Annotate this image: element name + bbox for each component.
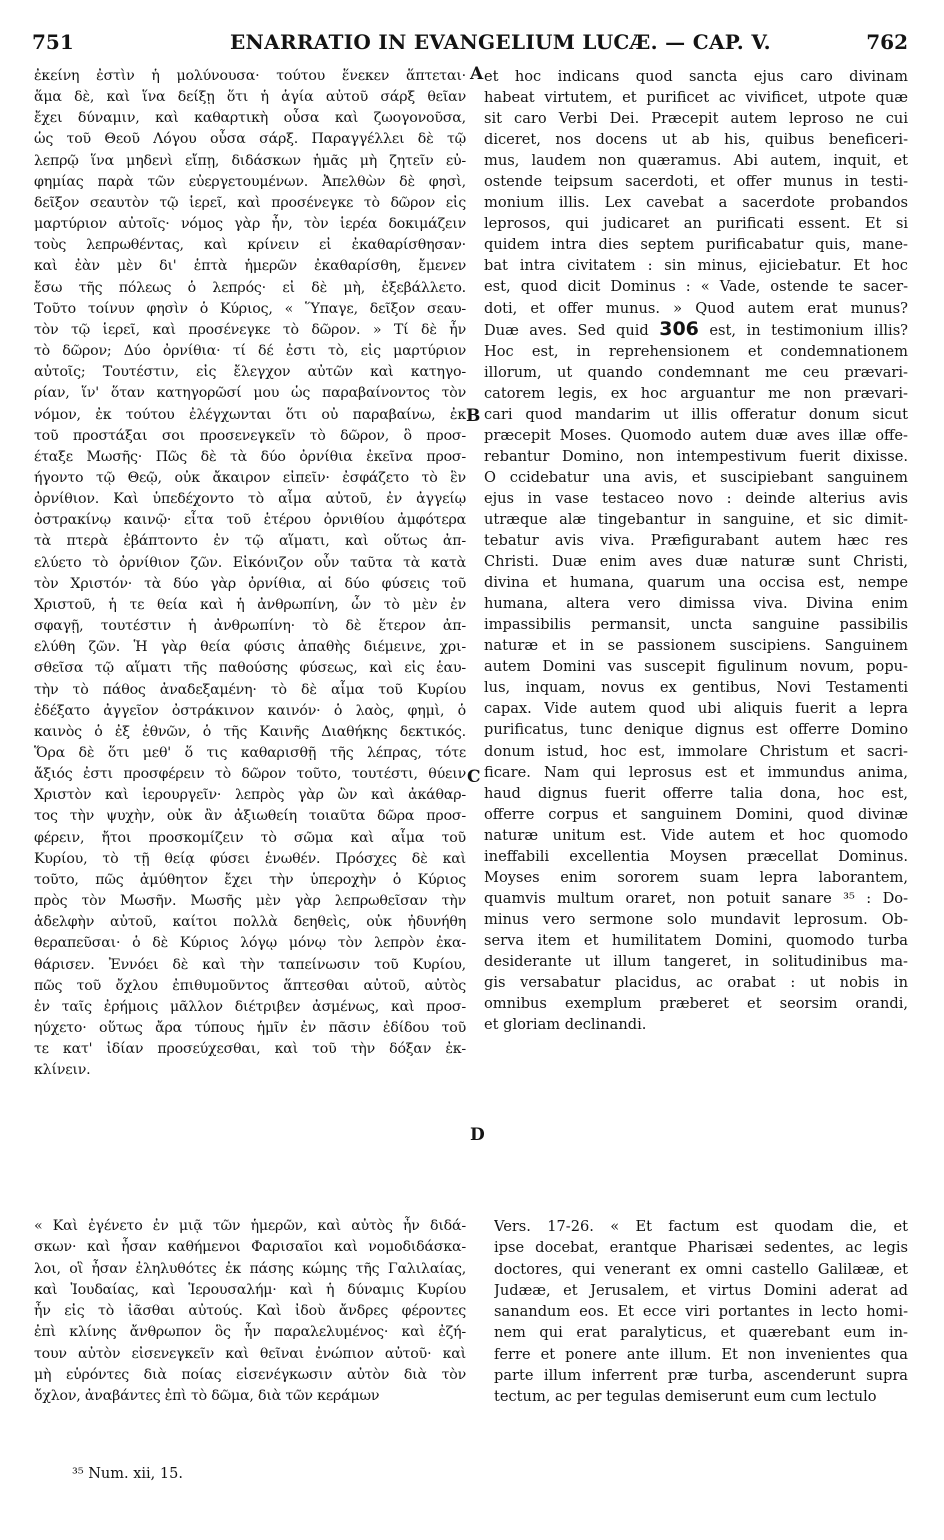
text-line: divina et humana, quarum una occisa est, nempe — [484, 574, 908, 592]
text-line: Χριστὸν καὶ ἱερουργεῖν· λεπρὸς γὰρ ὢν καὶ ἀκάθαρ- — [34, 787, 466, 804]
footnote: ³⁵ Num. xii, 15. — [72, 1466, 183, 1482]
text-line: omnibus exemplum præberet et seorsim orandi, — [484, 995, 908, 1013]
margin-marker-b: B — [466, 406, 481, 426]
left-page-number: 751 — [32, 30, 74, 54]
text-line: δεῖξον σεαυτὸν τῷ ἱερεῖ, καὶ προσένεγκε τὸ δῶρον εἰς — [34, 194, 466, 211]
text-line: μαρτύριον αὐτοῖς· νόμος γὰρ ἦν, τὸν ἱερέα δοκιμάζειν — [34, 216, 466, 233]
text-line: καὶ ἐὰν μὲν δι' ἑπτὰ ἡμερῶν ἐκαθαρίσθη, ἔμενεν — [34, 258, 466, 275]
text-line: haud dignus fuerit offerre talia dona, hoc est, — [484, 784, 908, 802]
text-line: serva item et humilitatem Domini, quomodo turba — [484, 931, 908, 949]
text-line: θάρισεν. Ἐννόει δὲ καὶ τὴν ταπείνωσιν τοῦ Κυρίου, — [34, 956, 466, 973]
text-line: τὸν τῷ ἱερεῖ, καὶ προσένεγκε τὸ δῶρον. » Τί δὲ ἦν — [34, 321, 466, 338]
text-line: τος τὴν ψυχὴν, οὐκ ἂν ἀξιωθείη τοιαῦτα δῶρα προσ- — [34, 808, 466, 825]
text-line: præcepit Moses. Quomodo autem duæ aves illæ offe- — [484, 426, 908, 444]
text-line: ferre et ponere ante illum. Et non invenientes qua — [494, 1345, 908, 1363]
text-line: Duæ aves. Sed quid 306 est, in testimonium illis? — [484, 318, 908, 340]
right-page-number: 762 — [866, 30, 908, 54]
text-line: τοῦ προστάξαι σοι προσενεγκεῖν τὸ δῶρον, ὃ προσ- — [34, 427, 466, 444]
text-line: φημίας παρὰ τῶν εὐεργετουμένων. Ἀπελθὼν δὲ φησὶ, — [34, 173, 466, 190]
text-line: mus, laudem non quæramus. Abi autem, inquit, et — [484, 152, 908, 170]
text-line: ὄχλον, ἀναβάντες ἐπὶ τὸ δῶμα, διὰ τῶν κεράμων — [34, 1388, 380, 1405]
text-line: capax. Vide autem quod ubi aliquis fuerit a lepra — [484, 700, 908, 718]
latin-text-column — [484, 66, 908, 1035]
text-line: Judææ, et Jerusalem, et virtus Domini aderat ad — [494, 1281, 908, 1299]
text-line: ὡς τοῦ Θεοῦ Λόγου οὖσα σάρξ. Παραγγέλλει δὲ τῷ — [34, 131, 466, 148]
text-line: ineffabili excellentia Moysen præcellat Dominus. — [484, 847, 908, 865]
text-line: rebantur Domino, non intempestivum fuerit dixisse. — [484, 447, 908, 465]
text-line: naturæ unitum est. Vide autem et hoc quomodo — [484, 826, 908, 844]
text-line: illorum, ut quando condemnant me ceu prævari- — [484, 363, 908, 381]
text-line: Τοῦτο τοίνυν φησὶν ὁ Κύριος, « Ὕπαγε, δεῖξον σεαυ- — [34, 300, 466, 317]
text-line: ficare. Nam qui leprosus est et immundus anima, — [484, 763, 908, 781]
text-line: Vers. 17-26. « Et factum est quodam die, et — [494, 1218, 908, 1235]
text-line: offerre corpus et sanguinem Domini, quod divinæ — [484, 805, 908, 823]
greek-text-column — [34, 66, 466, 1082]
text-line: lus, inquam, novus ex gentibus, Novi Testamenti — [484, 679, 908, 697]
text-line: habeat virtutem, et purificet ac vivificet, utpote quæ — [484, 89, 908, 107]
text-line: φέρειν, ἤτοι προσκομίζειν τὸ σῶμα καὶ αἷμα τοῦ — [34, 829, 466, 846]
text-line: quidem intra dies septem purificabatur quis, mane- — [484, 236, 908, 254]
text-line: Moyses enim sororem suam lepra laborantem, — [484, 868, 908, 886]
text-line: minus vero sermone solo mundavit leprosum. Ob- — [484, 910, 908, 928]
text-line: parte illum inferrent præ turba, ascenderunt supra — [494, 1367, 908, 1385]
text-line: quamvis multum oraret, non potuit sanare ³⁵ : Do- — [484, 889, 908, 907]
text-line: μὴ εὑρόντες διὰ ποίας εἰσενέγκωσιν αὐτὸν διὰ τὸν — [34, 1367, 466, 1384]
text-line: leprosos, qui judicaret an purificati essent. Et si — [484, 215, 908, 233]
text-line: ὀστρακίνῳ καινῷ· εἶτα τοῦ ἑτέρου ὀρνιθίου ἀμφότερα — [34, 512, 466, 529]
text-line: ἔχει δύναμιν, καὶ καθαρτικὴ οὖσα καὶ ζωογονοῦσα, — [34, 110, 466, 127]
text-line: ipse docebat, erantque Pharisæi sedentes, ac legis — [494, 1239, 908, 1257]
text-line: et hoc indicans quod sancta ejus caro divinam — [484, 68, 908, 85]
page-header — [32, 30, 908, 56]
text-line: καινὸς ὁ ἐξ ἐθνῶν, ὁ τῆς Καινῆς Διαθήκης δεκτικός. — [34, 723, 466, 740]
text-line: σθεῖσα τῷ αἵματι τῆς παθούσης φύσεως, καὶ εἰς ἑαυ- — [34, 660, 466, 677]
text-line: donum istud, hoc est, immolare Christum et sacri- — [484, 742, 908, 760]
text-line: ἦν εἰς τὸ ἰᾶσθαι αὐτούς. Καὶ ἰδοὺ ἄνδρες φέροντες — [34, 1303, 466, 1320]
text-line: tebatur avis viva. Præfigurabant autem hæc res — [484, 532, 908, 550]
text-line: O ccidebatur una avis, et suscipiebant sanguinem — [484, 468, 908, 486]
text-line: τοὺς λεπρωθέντας, καὶ κρίνειν εἰ ἐκαθαρίσθησαν· — [34, 237, 466, 254]
text-line: πρὸς τὸν Μωσῆν. Μωσῆς μὲν γὰρ λεπρωθεῖσαν τὴν — [34, 893, 466, 910]
text-line: « Καὶ ἐγένετο ἐν μιᾷ τῶν ἡμερῶν, καὶ αὐτὸς ἦν διδά- — [34, 1218, 466, 1234]
text-line: σκων· καὶ ἦσαν καθήμενοι Φαρισαῖοι καὶ νομοδιδάσκα- — [34, 1239, 466, 1256]
text-line: cari quod mandarim ut illis offeratur donum sicut — [484, 405, 908, 423]
text-line: νόμον, ἐκ τούτου ἐλέγχωνται ὅτι οὐ παραβαίνω, ἐκ — [34, 406, 466, 423]
text-line: ostende teipsum sacerdoti, et offer munus in testi- — [484, 173, 908, 191]
text-line: ηύχετο· οὕτως ἄρα τύπους ἡμῖν ἐν πᾶσιν ἐδίδου τοῦ — [34, 1020, 466, 1037]
text-line: ejus in vase testaceo novo : deinde alterius avis — [484, 489, 908, 507]
text-line: αὐτοῖς; Τουτέστιν, εἰς ἔλεγχον αὐτῶν καὶ κατηγο- — [34, 364, 466, 381]
text-line: Christi. Duæ enim aves duæ naturæ sunt Christi, — [484, 553, 908, 571]
text-line: τὴν τὸ πάθος ἀναδεξαμένη· τὸ δὲ αἷμα τοῦ Κυρίου — [34, 681, 466, 698]
text-line: ελύθη ζῶν. Ἡ γὰρ θεία φύσις ἀπαθὴς διέμεινε, χρι- — [34, 639, 466, 656]
text-line: ἐκείνη ἐστὶν ἡ μολύνουσα· τούτου ἕνεκεν ἅπτεται· — [34, 68, 466, 84]
text-line: utræque alæ tingebantur in sanguine, et sic dimit- — [484, 510, 908, 528]
text-line: ελύετο τὸ ὀρνίθιον ζῶν. Εἰκόνιζον οὖν ταῦτα τὰ κατὰ — [34, 554, 466, 571]
text-line: naturæ et in se passionem suscipiens. Sanguinem — [484, 637, 908, 655]
text-line: ἐδέξατο ἀγγεῖον ὀστράκινον καινόν· ὁ λαὸς, φημὶ, ὁ — [34, 702, 466, 719]
text-line: τουν αὐτὸν εἰσενεγκεῖν καὶ θεῖναι ἐνώπιον αὐτοῦ· καὶ — [34, 1345, 466, 1362]
text-line: τε κατ' ἰδίαν προσεύχεσθαι, καὶ τοῦ τὴν δόξαν ἐκ- — [34, 1041, 466, 1058]
text-line: sit caro Verbi Dei. Præcepit autem leproso ne cui — [484, 110, 908, 128]
text-line: ἀδελφὴν αὐτοῦ, καίτοι πολλὰ δεηθεὶς, οὐκ ἠδυνήθη — [34, 914, 466, 931]
text-line: ἐπὶ κλίνης ἄνθρωπον ὃς ἦν παραλελυμένος· καὶ ἐζή- — [34, 1324, 466, 1341]
text-line: ἔσω τῆς πόλεως ὁ λεπρός· εἰ δὲ μὴ, ἐξεβάλλετο. — [34, 279, 466, 296]
margin-marker-c: C — [467, 767, 481, 787]
text-line: sanandum eos. Et ecce viri portantes in lecto homi- — [494, 1303, 908, 1321]
text-line: catorem legis, ex hoc arguantur me non prævari- — [484, 384, 908, 402]
text-line: Κυρίου, τὸ τῇ θείᾳ φύσει ἑνωθέν. Πρόσχες δὲ καὶ — [34, 850, 466, 867]
text-line: ὀρνίθιον. Καὶ ὑπεδέχοντο τὸ αἷμα αὐτοῦ, ἐν ἀγγείῳ — [34, 491, 466, 508]
text-line: λοι, οἳ ἦσαν ἐληλυθότες ἐκ πάσης κώμης τῆς Γαλιλαίας, — [34, 1260, 466, 1277]
latin-text-column-continued — [494, 1216, 908, 1408]
text-line: ἐν ταῖς ἐρήμοις μᾶλλον διέτριβεν ἀσμένως, καὶ προσ- — [34, 998, 466, 1015]
text-line: έταξε Μωσῆς· Πῶς δὲ τὰ δύο ὀρνίθια ἐκεῖνα προσ- — [34, 448, 466, 465]
text-line: bat intra civitatem : sin minus, ejiciebatur. Et hoc — [484, 257, 908, 275]
text-line: θεραπεῦσαι· ὁ δὲ Κύριος λόγῳ μόνῳ τὸν λεπρὸν ἐκα- — [34, 935, 466, 952]
text-line: ρίαν, ἵν' ὅταν κατηγορῶσί μου ὡς παραβαίνοντος τὸν — [34, 385, 466, 402]
margin-marker-a: A — [470, 64, 484, 84]
inline-page-number: 306 — [659, 318, 699, 340]
text-line: monium illis. Lex cavebat a sacerdote probandos — [484, 194, 908, 212]
text-line: nem qui erat paralyticus, et quærebant eum in- — [494, 1324, 908, 1342]
text-line: λεπρῷ ἵνα μηδενὶ εἴπῃ, διδάσκων ἡμᾶς μὴ ζητεῖν εὐ- — [34, 152, 466, 169]
text-line: κλίνειν. — [34, 1062, 91, 1079]
text-line: et gloriam declinandi. — [484, 1016, 647, 1034]
greek-text-column-continued — [34, 1216, 466, 1408]
running-title: ENARRATIO IN EVANGELIUM LUCÆ. — CAP. V. — [230, 30, 771, 54]
text-line: diceret, nos docens ut ab his, quibus beneficeri- — [484, 131, 908, 149]
text-line: ήγοντο τῷ Θεῷ, οὐκ ἄκαιρον εἰπεῖν· ἐσφάζετο τὸ ἓν — [34, 469, 466, 486]
margin-marker-d: D — [470, 1125, 485, 1145]
text-line: desiderante ut illum tangeret, in solitudinibus ma- — [484, 952, 908, 970]
text-line: tectum, ac per tegulas demiserunt eum cum lectulo — [494, 1388, 877, 1406]
text-line: τὸν Χριστόν· τὰ δύο γὰρ ὀρνίθια, αἱ δύο φύσεις τοῦ — [34, 575, 466, 592]
text-line: doti, et offer munus. » Quod autem erat munus? — [484, 299, 908, 317]
text-line: ἄξιός ἐστι προσφέρειν τὸ δῶρον τοῦτο, τουτέστι, θύειν — [34, 766, 466, 783]
text-line: impassibilis permansit, uncta sanguine passibilis — [484, 616, 908, 634]
text-line: Hoc est, in reprehensionem et condemnationem — [484, 342, 908, 360]
text-line: καὶ Ἰουδαίας, καὶ Ἱερουσαλήμ· καὶ ἡ δύναμις Κυρίου — [34, 1281, 466, 1298]
text-line: Χριστοῦ, ἡ τε θεία καὶ ἡ ἀνθρωπίνη, ὧν τὸ μὲν ἐν — [34, 596, 466, 613]
text-line: doctores, qui venerant ex omni castello Galilææ, et — [494, 1260, 908, 1278]
text-line: humana, altera vero dimissa viva. Divina enim — [484, 595, 908, 613]
text-line: autem Domini vas suscepit figulinum novum, popu- — [484, 658, 908, 676]
text-line: τὰ πτερὰ ἐβάπτοντο ἐν τῷ αἵματι, καὶ οὕτως ἀπ- — [34, 533, 466, 550]
text-line: ἅμα δὲ, καὶ ἵνα δείξῃ ὅτι ἡ ἁγία αὐτοῦ σάρξ θεῖαν — [34, 89, 466, 106]
text-line: τοῦτο, πῶς ἀμύθητον ἔχει τὴν ὑπεροχὴν ὁ Κύριος — [34, 871, 466, 888]
text-line: Ὅρα δὲ ὅτι μεθ' ὅ τις καθαρισθῇ τῆς λέπρας, τότε — [34, 745, 466, 761]
text-line: est, quod dicit Dominus : « Vade, ostende te sacer- — [484, 278, 908, 296]
text-line: gis versabatur placidus, ac orabat : ut nobis in — [484, 974, 908, 992]
text-line: πῶς τοῦ ὄχλου ἐπιθυμοῦντος ἅπτεσθαι αὐτοῦ, αὐτὸς — [34, 977, 466, 994]
text-line: purificatus, tunc denique dignus est offerre Domino — [484, 721, 908, 739]
text-line: τὸ δῶρον; Δύο ὀρνίθια· τί δέ ἐστι τὸ, εἰς μαρτύριον — [34, 343, 466, 360]
text-line: σφαγῇ, τουτέστιν ἡ ἀνθρωπίνη· τὸ δὲ ἕτερον ἀπ- — [34, 618, 466, 635]
